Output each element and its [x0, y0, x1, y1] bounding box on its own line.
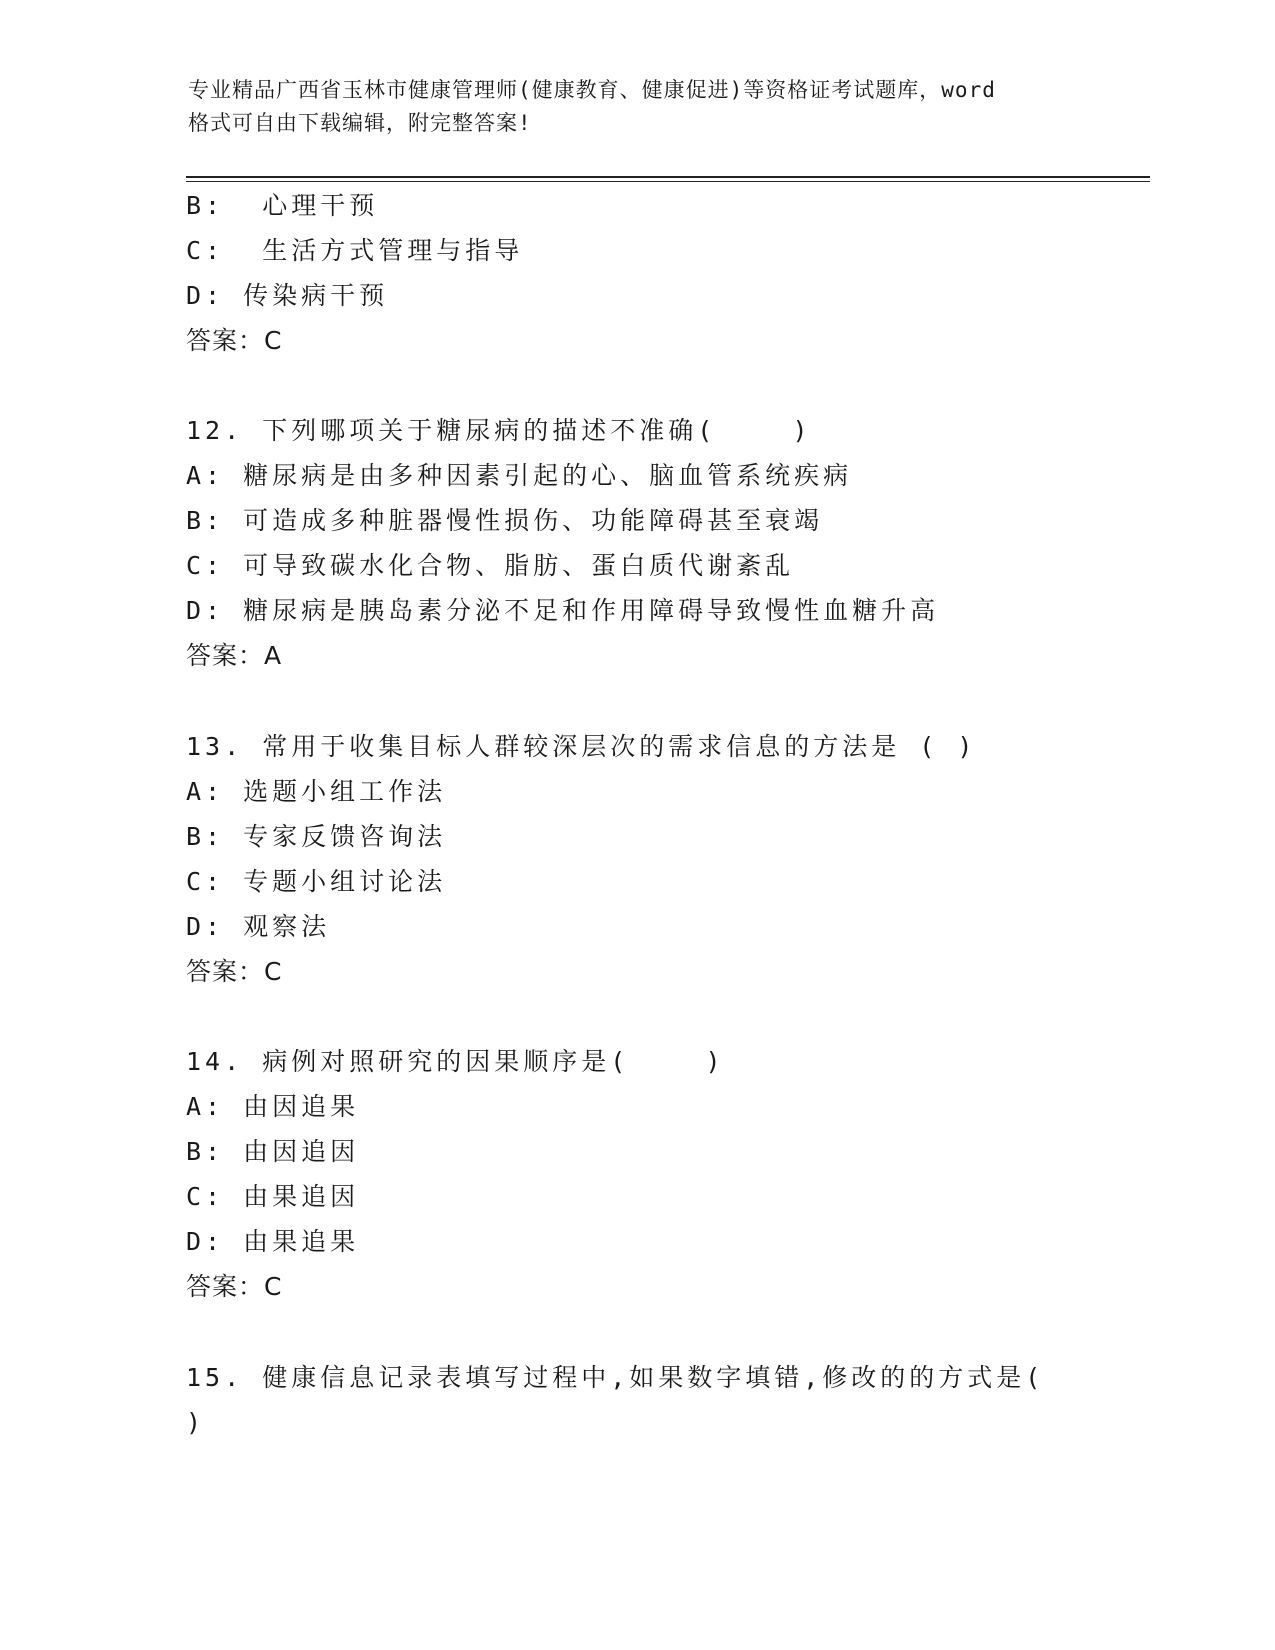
q12-option-b: B: 可造成多种脏器慢性损伤、功能障碍甚至衰竭: [186, 506, 824, 535]
header-line-2: 格式可自由下载编辑，附完整答案!: [188, 111, 532, 135]
q14-stem: 14. 病例对照研究的因果顺序是( ): [186, 1047, 725, 1076]
document-header: [188, 74, 1088, 140]
q15-stem-continued: ): [186, 1408, 206, 1437]
q13-option-c: C: 专题小组讨论法: [186, 867, 447, 896]
q14-option-b: B: 由因追因: [186, 1137, 360, 1166]
q15-stem: 15. 健康信息记录表填写过程中,如果数字填错,修改的的方式是(: [186, 1363, 1045, 1392]
q11-option-c: C: 生活方式管理与指导: [186, 236, 524, 265]
q13-answer: 答案：C: [186, 957, 283, 986]
q14-option-a: A: 由因追果: [186, 1092, 360, 1121]
q12-answer: 答案：A: [186, 641, 283, 670]
q13-stem: 13. 常用于收集目标人群较深层次的需求信息的方法是 ( ): [186, 732, 977, 761]
q11-option-b: B: 心理干预: [186, 191, 379, 220]
q12-option-a: A: 糖尿病是由多种因素引起的心、脑血管系统疾病: [186, 461, 853, 490]
q14-option-c: C: 由果追因: [186, 1182, 360, 1211]
q13-option-b: B: 专家反馈咨询法: [186, 822, 447, 851]
q14-answer: 答案：C: [186, 1272, 283, 1301]
q13-option-a: A: 选题小组工作法: [186, 777, 447, 806]
q11-answer: 答案：C: [186, 326, 283, 355]
q12-option-c: C: 可导致碳水化合物、脂肪、蛋白质代谢紊乱: [186, 551, 795, 580]
q12-stem: 12. 下列哪项关于糖尿病的描述不准确( ): [186, 416, 812, 445]
header-divider-thick: [186, 176, 1150, 178]
q13-option-d: D: 观察法: [186, 912, 331, 941]
header-divider-thin: [186, 181, 1150, 182]
q11-option-d: D: 传染病干预: [186, 281, 389, 310]
header-line-1: 专业精品广西省玉林市健康管理师(健康教育、健康促进)等资格证考试题库，word: [188, 78, 996, 102]
q12-option-d: D: 糖尿病是胰岛素分泌不足和作用障碍导致慢性血糖升高: [186, 596, 940, 625]
q14-option-d: D: 由果追果: [186, 1227, 360, 1256]
